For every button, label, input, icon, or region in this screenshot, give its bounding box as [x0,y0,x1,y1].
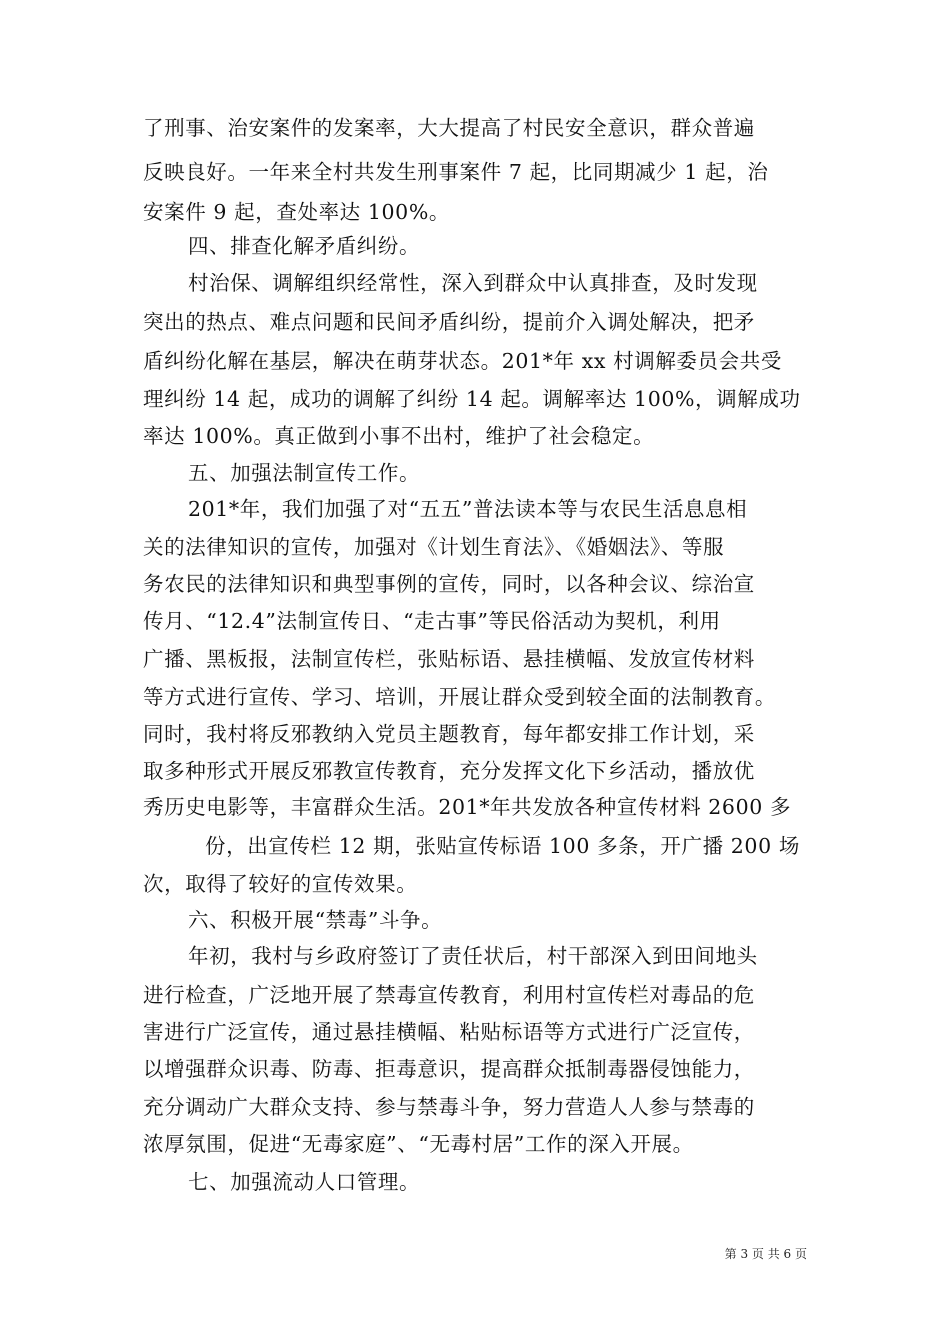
text-line: 充分调动广大群众支持、参与禁毒斗争，努力营造人人参与禁毒的 [143,1095,755,1119]
text-line: 突出的热点、难点问题和民间矛盾纠纷，提前介入调处解决，把矛 [143,310,755,334]
text-line: 务农民的法律知识和典型事例的宣传，同时，以各种会议、综治宣 [143,572,755,596]
text-line: 害进行广泛宣传，通过悬挂横幅、粘贴标语等方式进行广泛宣传， [143,1020,755,1044]
text-line: 年初，我村与乡政府签订了责任状后，村干部深入到田间地头 [188,944,758,968]
text-line: 反映良好。一年来全村共发生刑事案件 7 起，比同期减少 1 起，治 [143,160,769,184]
section-heading: 七、加强流动人口管理。 [188,1170,421,1194]
section-heading: 六、积极开展“禁毒”斗争。 [188,908,443,932]
section-heading: 四、排查化解矛盾纠纷。 [188,234,421,258]
text-line: 村治保、调解组织经常性，深入到群众中认真排查，及时发现 [188,271,758,295]
text-line: 进行检查，广泛地开展了禁毒宣传教育，利用村宣传栏对毒品的危 [143,983,755,1007]
text-line: 关的法律知识的宣传，加强对《计划生育法》、《婚姻法》、等服 [143,535,725,559]
text-line: 浓厚氛围，促进“无毒家庭”、“无毒村居”工作的深入开展。 [143,1132,694,1156]
text-line: 传月、“12.4”法制宣传日、“走古事”等民俗活动为契机，利用 [143,609,721,633]
text-line: 以增强群众识毒、防毒、拒毒意识，提高群众抵制毒器侵蚀能力， [143,1057,755,1081]
text-line: 201*年，我们加强了对“五五”普法读本等与农民生活息息相 [188,497,748,521]
section-heading: 五、加强法制宣传工作。 [188,461,421,485]
page-number: 第 3 页 共 6 页 [724,1247,807,1261]
text-line: 广播、黑板报，法制宣传栏，张贴标语、悬挂横幅、发放宣传材料 [143,647,755,671]
text-line: 了刑事、治安案件的发案率，大大提高了村民安全意识，群众普遍 [143,116,755,140]
text-line: 秀历史电影等，丰富群众生活。201*年共发放各种宣传材料 2600 多 [143,795,792,819]
text-line: 同时，我村将反邪教纳入党员主题教育，每年都安排工作计划，采 [143,722,755,746]
text-line: 等方式进行宣传、学习、培训，开展让群众受到较全面的法制教育。 [143,685,776,709]
text-line: 安案件 9 起，查处率达 100%。 [143,200,450,224]
text-line: 盾纠纷化解在基层，解决在萌芽状态。201*年 xx 村调解委员会共受 [143,349,782,373]
text-line: 份，出宣传栏 12 期，张贴宣传标语 100 多条，开广播 200 场 [205,834,800,858]
text-line: 取多种形式开展反邪教宣传教育，充分发挥文化下乡活动，播放优 [143,759,755,783]
text-line: 率达 100%。真正做到小事不出村，维护了社会稳定。 [143,424,655,448]
text-line: 次，取得了较好的宣传效果。 [143,872,418,896]
text-line: 理纠纷 14 起，成功的调解了纠纷 14 起。调解率达 100%，调解成功 [143,387,801,411]
